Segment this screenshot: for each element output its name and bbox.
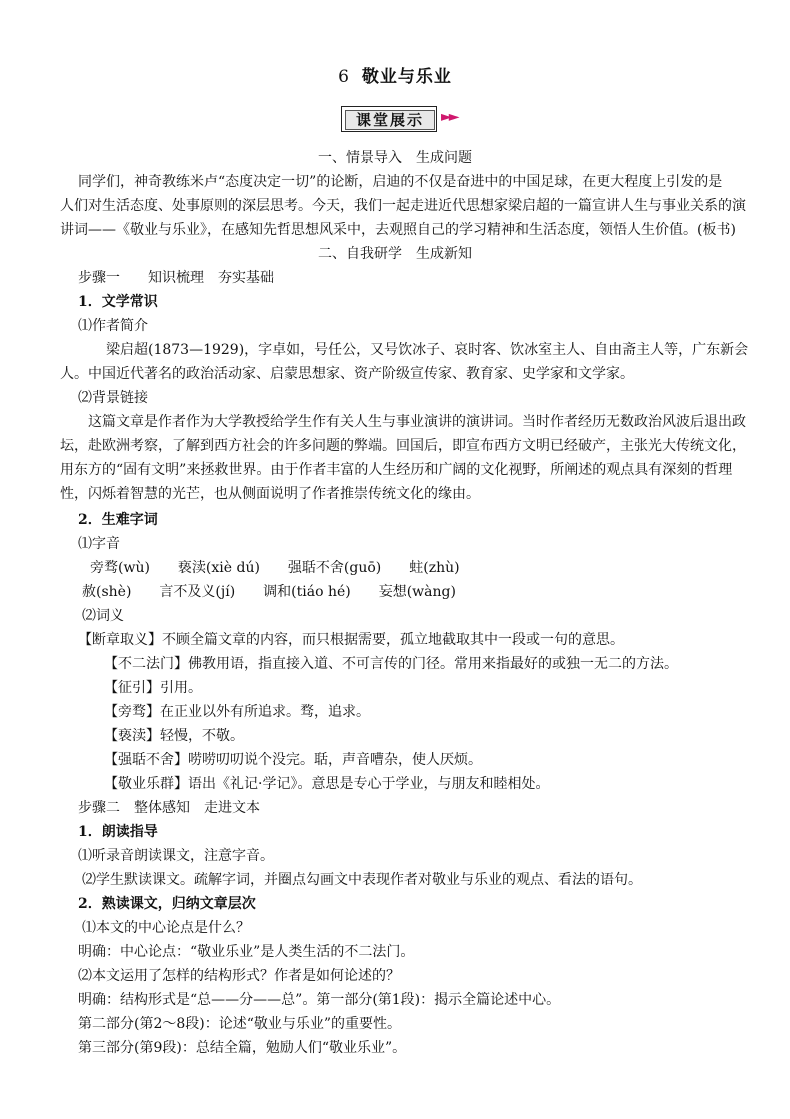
- definition-line: 【敬业乐群】语出《礼记·学记》。意思是专心于学业，与朋友和睦相处。: [104, 776, 550, 792]
- paragraph-line: 讲词——《敬业与乐业》，在感知先哲思想风采中，去观照自己的学习精神和生活态度，领悟人生价值。(板书): [60, 222, 736, 238]
- step-heading-2: 步骤二 整体感知 走进文本: [78, 800, 260, 816]
- definition-line: 【强聒不舍】唠唠叨叨说个没完。聒，声音嘈杂，使人厌烦。: [104, 752, 482, 768]
- page-title: [0, 62, 790, 87]
- paragraph-line: 用东方的“固有文明”来拯救世界。由于作者丰富的人生经历和广阔的文化视野，所阐述的观点具有深刻的哲理: [60, 462, 733, 478]
- definition-line: 【亵渎】轻慢，不敬。: [104, 728, 244, 744]
- definition-line: 【断章取义】不顾全篇文章的内容，而只根据需要，孤立地截取其中一段或一句的意思。: [78, 632, 624, 648]
- item-heading: ⑴字音: [78, 536, 120, 552]
- banner-frame: [341, 106, 437, 132]
- question-line: ⑵本文运用了怎样的结构形式？作者是如何论述的？: [78, 968, 400, 984]
- section-heading-2: 二、自我研学 生成新知: [318, 246, 472, 262]
- paragraph-line: 坛，赴欧洲考察，了解到西方社会的许多问题的弊端。回国后，即宣布西方文明已经破产，主张光大传统文化，: [60, 438, 746, 454]
- paragraph-line: 这篇文章是作者作为大学教授给学生作有关人生与事业演讲的演讲词。当时作者经历无数政治风波后退出政: [88, 414, 746, 430]
- paragraph-line: 性，闪烁着智慧的光芒，也从侧面说明了作者推崇传统文化的缘由。: [60, 486, 480, 502]
- answer-line: 第三部分(第9段)：总结全篇，勉励人们“敬业乐业”。: [78, 1040, 407, 1056]
- answer-line: 明确：结构形式是“总——分——总”。第一部分(第1段)：揭示全篇论述中心。: [78, 992, 561, 1008]
- paragraph-line: 人们对生活态度、处事原则的深层思考。今天，我们一起走进近代思想家梁启超的一篇宣讲人生与事业关系的演: [60, 198, 746, 214]
- definition-line: 【不二法门】佛教用语，指直接入道、不可言传的门径。常用来指最好的或独一无二的方法。: [104, 656, 678, 672]
- question-line: ⑴本文的中心论点是什么？: [82, 920, 250, 936]
- paragraph-line: 人。中国近代著名的政治活动家、启蒙思想家、资产阶级宣传家、教育家、史学家和文学家。: [60, 366, 634, 382]
- answer-line: 第二部分(第2～8段)：论述“敬业与乐业”的重要性。: [78, 1016, 402, 1032]
- paragraph-line: 同学们，神奇教练米卢“态度决定一切”的论断，启迪的不仅是奋进中的中国足球，在更大程度上引发的是: [78, 174, 723, 190]
- subsection-heading: 1．朗读指导: [78, 824, 158, 840]
- item-heading: ⑴作者简介: [78, 318, 148, 334]
- subsection-heading: 2．熟读课文，归纳文章层次: [78, 896, 256, 912]
- pinyin-line: 旁骛(wù) 亵渎(xiè dú) 强聒不舍(guō) 蛀(zhù): [90, 560, 460, 576]
- section-heading-1: 一、情景导入 生成问题: [318, 150, 472, 166]
- definition-line: 【旁骛】在正业以外有所追求。骛，追求。: [104, 704, 370, 720]
- double-chevron-right-icon: ►►: [441, 109, 457, 125]
- paragraph-line: ⑵学生默读课文。疏解字词，并圈点勾画文中表现作者对敬业与乐业的观点、看法的语句。: [82, 872, 642, 888]
- lesson-number: 6: [338, 67, 350, 87]
- step-heading-1: 步骤一 知识梳理 夯实基础: [78, 270, 274, 286]
- section-banner: [341, 106, 461, 132]
- paragraph-line: ⑴听录音朗读课文，注意字音。: [78, 848, 274, 864]
- subsection-heading: 2．生难字词: [78, 512, 158, 528]
- answer-line: 明确：中心论点：“敬业乐业”是人类生活的不二法门。: [78, 944, 415, 960]
- lesson-title: 敬业与乐业: [361, 67, 452, 87]
- subsection-heading: 1．文学常识: [78, 294, 158, 310]
- definition-line: 【征引】引用。: [104, 680, 202, 696]
- item-heading: ⑵词义: [82, 608, 124, 624]
- banner-label: 课堂展示: [345, 110, 435, 130]
- paragraph-line: 梁启超(1873—1929)，字卓如，号任公，又号饮冰子、哀时客、饮冰室主人、自由斋主人等，广东新会: [106, 342, 749, 358]
- item-heading: ⑵背景链接: [78, 390, 148, 406]
- pinyin-line: 赦(shè) 言不及义(jí) 调和(tiáo hé) 妄想(wàng): [82, 584, 456, 600]
